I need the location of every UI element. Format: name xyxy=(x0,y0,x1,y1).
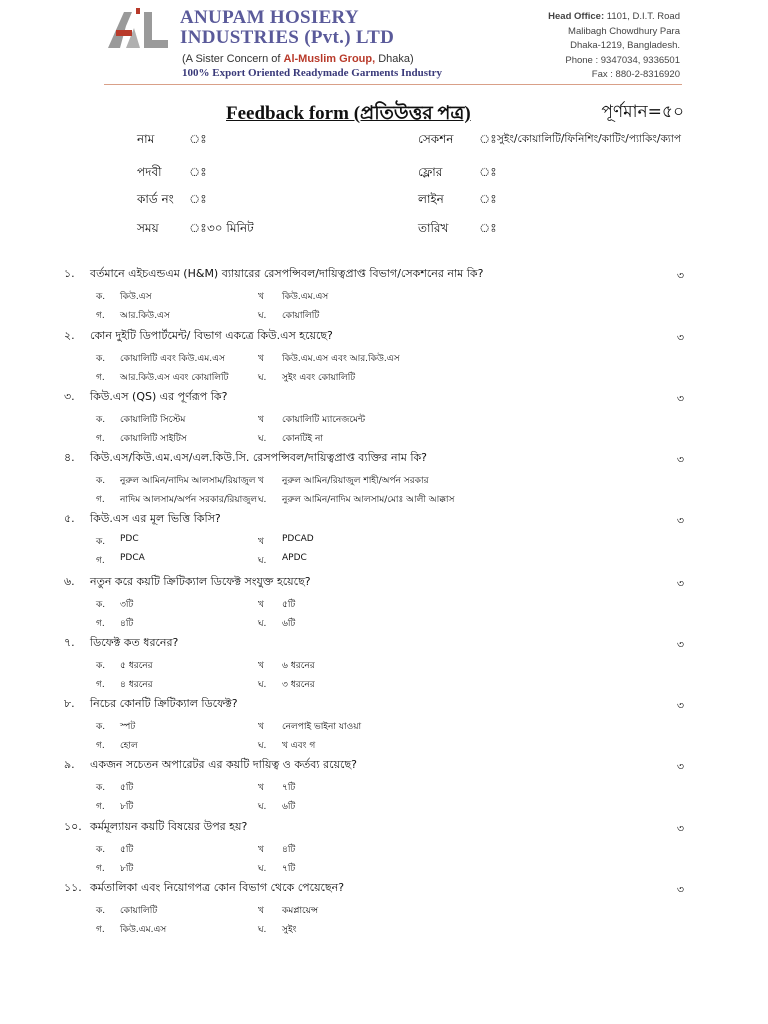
question-number: ১১. xyxy=(64,881,82,894)
info-field-colon: ঃ xyxy=(479,132,497,146)
question-text: কিউ.এস (QS) এর পূর্ণরূপ কি? xyxy=(90,390,228,403)
option-letter: খ xyxy=(258,783,264,793)
option-letter: ঘ. xyxy=(258,925,267,935)
option-letter: খ xyxy=(258,292,264,302)
question-mark: ৩ xyxy=(676,331,684,344)
option-letter: ঘ. xyxy=(258,434,267,444)
option-text: নেলপাই ভাইনা যাওয়া xyxy=(282,722,362,732)
option-letter: ঘ. xyxy=(258,556,267,566)
option-letter: ক. xyxy=(96,906,106,916)
option-letter: ঘ. xyxy=(258,864,267,874)
option-letter: ঘ. xyxy=(258,619,267,629)
question-text: কিউ.এস/কিউ.এম.এস/এল.কিউ.সি. রেসপন্সিবল/দায়িত্বপ্রাপ্ত ব্যক্তির নাম কি? xyxy=(90,451,428,464)
option-text: PDCA xyxy=(120,553,145,563)
head-office-label: Head Office: xyxy=(548,11,605,22)
option-text: ৪ ধরনের xyxy=(120,680,153,690)
sister-suffix: Dhaka) xyxy=(378,53,414,65)
address-line: 1101, D.I.T. Road xyxy=(606,11,680,22)
option-text: কিউ.এম.এস xyxy=(282,292,329,302)
info-field-colon: ঃ xyxy=(189,165,207,179)
option-letter: গ. xyxy=(96,864,105,874)
option-letter: ঘ. xyxy=(258,311,267,321)
option-letter: খ xyxy=(258,537,264,547)
option-text: ৭টি xyxy=(282,864,296,874)
question-text: নিচের কোনটি ক্রিটিক্যাল ডিফেক্ট? xyxy=(90,697,238,710)
option-text: কোয়ালিটি ম্যানেজমেন্ট xyxy=(282,415,366,425)
option-text: ৩ ধরনের xyxy=(282,680,315,690)
option-text: ৫ ধরনের xyxy=(120,661,153,671)
option-letter: ঘ. xyxy=(258,495,267,505)
question-mark: ৩ xyxy=(676,638,684,651)
question-text: একজন সচেতন অপারেটর এর কয়টি দায়িত্ব ও কর্তব্য রয়েছে? xyxy=(90,758,357,771)
question-text: কর্মমূল্যায়ন কয়টি বিষয়ের উপর হয়? xyxy=(90,820,248,833)
form-title: Feedback form (প্রতিউত্তর পত্র) xyxy=(226,103,471,124)
sister-concern-line xyxy=(182,53,414,65)
question-number: ২. xyxy=(64,329,75,342)
option-text: হোল xyxy=(120,741,138,751)
question-text: নতুন করে কয়টি ক্রিটিক্যাল ডিফেক্ট সংযুক্ত হয়েছে? xyxy=(90,575,311,588)
option-text: আর.কিউ.এস এবং কোয়ালিটি xyxy=(120,373,229,383)
question-number: ৮. xyxy=(64,697,75,710)
option-text: ৮টি xyxy=(120,864,134,874)
option-letter: ক. xyxy=(96,292,106,302)
info-field-colon: ঃ xyxy=(479,192,497,206)
option-letter: খ xyxy=(258,600,264,610)
company-name-line1: ANUPAM HOSIERY xyxy=(180,7,359,28)
header-divider xyxy=(104,84,682,85)
option-text: APDC xyxy=(282,553,307,563)
option-text: নুরুল আমিন/নাদিম আলসাম/রিয়াজুল xyxy=(120,476,256,486)
question-number: ৫. xyxy=(64,512,75,525)
option-text: ৪টি xyxy=(120,619,134,629)
option-text: নাদিম আলসাম/অর্পন সরকার/রিয়াজুল xyxy=(120,495,258,505)
option-text: PDC xyxy=(120,534,139,544)
head-office-line xyxy=(548,10,680,25)
info-field-colon: ঃ xyxy=(189,221,207,235)
option-letter: ঘ. xyxy=(258,802,267,812)
option-letter: ক. xyxy=(96,783,106,793)
question-text: কোন দুইটি ডিপার্টমেন্ট/ বিভাগ একত্রে কিউ.এস হয়েছে? xyxy=(90,329,333,342)
question-number: ৯. xyxy=(64,758,75,771)
option-letter: ক. xyxy=(96,415,106,425)
option-letter: ক. xyxy=(96,722,106,732)
option-letter: ক. xyxy=(96,845,106,855)
option-text: ৩টি xyxy=(120,600,134,610)
option-letter: খ xyxy=(258,845,264,855)
question-mark: ৩ xyxy=(676,269,684,282)
info-field-colon: ঃ xyxy=(189,132,207,146)
option-text: নুরুল আমিন/রিয়াজুল শাহী/অর্পন সরকার xyxy=(282,476,429,486)
option-letter: গ. xyxy=(96,556,105,566)
info-field-label: সময় xyxy=(137,221,159,235)
question-number: ৩. xyxy=(64,390,75,403)
option-text: খ এবং গ xyxy=(282,741,316,751)
option-text: কোয়ালিটি xyxy=(282,311,320,321)
option-letter: ঘ. xyxy=(258,680,267,690)
question-text: বর্তমানে এইচএন্ডএম (H&M) ব্যায়ারের রেসপন্সিবল/দায়িত্বপ্রাপ্ত বিভাগ/সেকশনের নাম কি? xyxy=(90,267,484,280)
question-mark: ৩ xyxy=(676,392,684,405)
sister-group: Al-Muslim Group, xyxy=(283,53,376,65)
info-field-colon: ঃ xyxy=(189,192,207,206)
option-text: ৬ ধরনের xyxy=(282,661,315,671)
option-letter: ক. xyxy=(96,661,106,671)
question-text: ডিফেক্ট কত ধরনের? xyxy=(90,636,179,649)
question-number: ৪. xyxy=(64,451,75,464)
option-letter: খ xyxy=(258,722,264,732)
option-letter: ক. xyxy=(96,476,106,486)
info-field-label: সেকশন xyxy=(418,132,454,146)
option-text: কিউ.এস xyxy=(120,292,152,302)
question-mark: ৩ xyxy=(676,577,684,590)
option-text: সুইং xyxy=(282,925,297,935)
option-letter: ক. xyxy=(96,600,106,610)
sister-prefix: (A Sister Concern of xyxy=(182,53,281,65)
option-letter: খ xyxy=(258,661,264,671)
option-text: ৫টি xyxy=(120,783,134,793)
question-mark: ৩ xyxy=(676,822,684,835)
info-field-value[interactable]: সুইং/কোয়ালিটি/ফিনিশিং/কাটিং/প্যাকিং/ক্যাপ xyxy=(497,133,682,145)
option-text: নুরুল আমিন/নাদিম আলসাম/মোঃ আলী আক্কাস xyxy=(282,495,455,505)
info-field-colon: ঃ xyxy=(479,221,497,235)
option-text: ৫টি xyxy=(282,600,296,610)
option-text: কোনটিই না xyxy=(282,434,323,444)
question-text: কিউ.এস এর মূল ভিত্তি কিসি? xyxy=(90,512,221,525)
option-letter: গ. xyxy=(96,741,105,751)
info-field-label: নাম xyxy=(137,132,155,146)
option-text: কোয়ালিটি সাইটিস xyxy=(120,434,187,444)
fax-line: Fax : 880-2-8316920 xyxy=(591,69,680,80)
option-letter: খ xyxy=(258,906,264,916)
option-letter: গ. xyxy=(96,373,105,383)
address-line: Malibagh Chowdhury Para xyxy=(568,25,680,37)
address-line: Dhaka-1219, Bangladesh. xyxy=(570,40,680,51)
option-letter: ঘ. xyxy=(258,373,267,383)
option-text: PDCAD xyxy=(282,534,314,544)
question-number: ১০. xyxy=(64,820,82,833)
option-letter: খ xyxy=(258,354,264,364)
export-line: 100% Export Oriented Readymade Garments Industry xyxy=(182,67,443,79)
info-field-label: পদবী xyxy=(137,165,162,179)
question-mark: ৩ xyxy=(676,760,684,773)
option-text: কোয়ালিটি এবং কিউ.এম.এস xyxy=(120,354,225,364)
question-number: ১. xyxy=(64,267,75,280)
option-letter: গ. xyxy=(96,434,105,444)
question-mark: ৩ xyxy=(676,883,684,896)
info-field-label: ফ্লোর xyxy=(418,165,443,179)
question-mark: ৩ xyxy=(676,699,684,712)
option-text: কমপ্লায়েন্স xyxy=(282,906,319,916)
full-marks: পূর্ণমান=৫০ xyxy=(601,102,684,122)
question-number: ৭. xyxy=(64,636,75,649)
option-letter: খ xyxy=(258,476,264,486)
info-field-colon: ঃ xyxy=(479,165,497,179)
option-letter: ঘ. xyxy=(258,741,267,751)
option-text: ৮টি xyxy=(120,802,134,812)
option-letter: গ. xyxy=(96,495,105,505)
info-field-label: কার্ড নং xyxy=(137,192,174,206)
head-office-address xyxy=(548,10,680,83)
option-text: ৪টি xyxy=(282,845,296,855)
info-field-label: লাইন xyxy=(418,192,444,206)
question-mark: ৩ xyxy=(676,514,684,527)
option-letter: ক. xyxy=(96,354,106,364)
company-name-line2: INDUSTRIES (Pvt.) LTD xyxy=(180,27,395,48)
option-text: স্পট xyxy=(120,722,136,732)
letterhead xyxy=(0,0,768,92)
option-text: ৫টি xyxy=(120,845,134,855)
company-logo-icon xyxy=(106,8,172,50)
option-text: আর.কিউ.এস xyxy=(120,311,170,321)
info-field-label: তারিখ xyxy=(418,221,449,235)
option-letter: গ. xyxy=(96,925,105,935)
option-text: সুইং এবং কোয়ালিটি xyxy=(282,373,356,383)
option-letter: ক. xyxy=(96,537,106,547)
option-letter: গ. xyxy=(96,311,105,321)
question-mark: ৩ xyxy=(676,453,684,466)
company-name xyxy=(180,8,394,48)
option-text: ৬টি xyxy=(282,802,296,812)
option-letter: গ. xyxy=(96,680,105,690)
option-letter: খ xyxy=(258,415,264,425)
option-text: ৬টি xyxy=(282,619,296,629)
question-number: ৬. xyxy=(64,575,75,588)
option-text: ৭টি xyxy=(282,783,296,793)
option-letter: গ. xyxy=(96,619,105,629)
info-field-value[interactable]: ৩০ মিনিট xyxy=(207,221,254,235)
option-text: কোয়ালিটি xyxy=(120,906,158,916)
option-text: কোয়ালিটি সিস্টেম xyxy=(120,415,186,425)
question-text: কর্মতালিকা এবং নিয়োগপত্র কোন বিভাগ থেকে পেয়েছেন? xyxy=(90,881,345,894)
phone-line: Phone : 9347034, 9336501 xyxy=(565,54,680,66)
option-text: কিউ.এম.এস xyxy=(120,925,167,935)
option-text: কিউ.এম.এস এবং আর.কিউ.এস xyxy=(282,354,400,364)
option-letter: গ. xyxy=(96,802,105,812)
